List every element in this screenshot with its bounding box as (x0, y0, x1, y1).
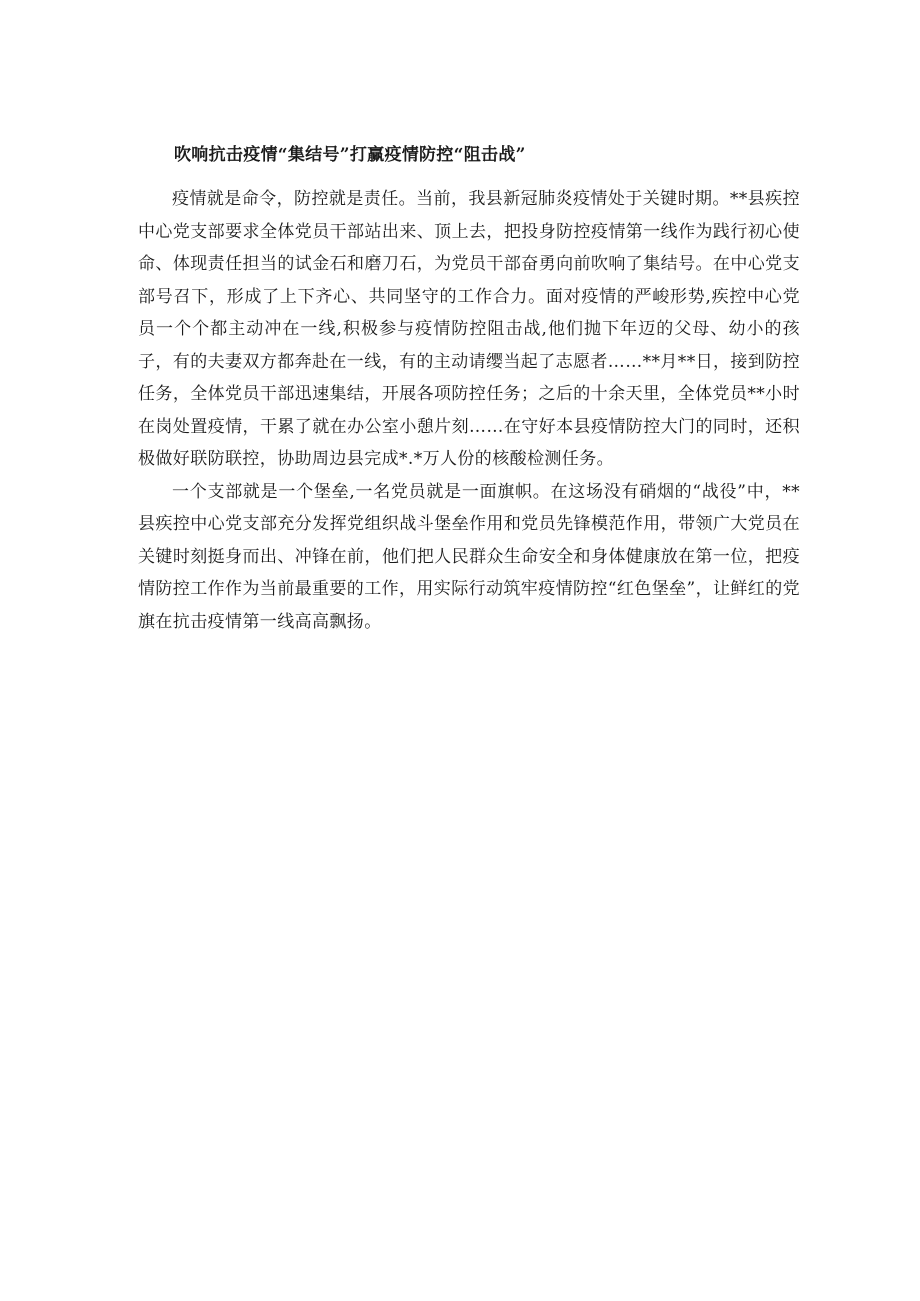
paragraph-1: 疫情就是命令，防控就是责任。当前，我县新冠肺炎疫情处于关键时期。**县疾控中心党支部要求全体党员干部站出来、顶上去，把投身防控疫情第一线作为践行初心使命、体现责任担当的试金石和磨刀石，为党员干部奋勇向前吹响了集结号。在中心党支部号召下，形成了上下齐心、共同坚守的工作合力。面对疫情的严峻形势,疾控中心党员一个个都主动冲在一线,积极参与疫情防控阻击战,他们抛下年迈的父母、幼小的孩子，有的夫妻双方都奔赴在一线，有的主动请缨当起了志愿者……**月**日，接到防控任务，全体党员干部迅速集结，开展各项防控任务；之后的十余天里，全体党员**小时在岗处置疫情，干累了就在办公室小憩片刻……在守好本县疫情防控大门的同时，还积极做好联防联控，协助周边县完成*.*万人份的核酸检测任务。 (138, 189, 800, 469)
document-page (138, 141, 800, 638)
paragraph-2: 一个支部就是一个堡垒,一名党员就是一面旗帜。在这场没有硝烟的“战役”中，**县疾控中心党支部充分发挥党组织战斗堡垒作用和党员先锋模范作用，带领广大党员在关键时刻挺身而出、冲锋在前，他们把人民群众生命安全和身体健康放在第一位，把疫情防控工作作为当前最重要的工作，用实际行动筑牢疫情防控“红色堡垒”，让鲜红的党旗在抗击疫情第一线高高飘扬。 (138, 481, 800, 632)
document-title: 吹响抗击疫情“集结号”打赢疫情防控“阻击战” (174, 145, 526, 165)
